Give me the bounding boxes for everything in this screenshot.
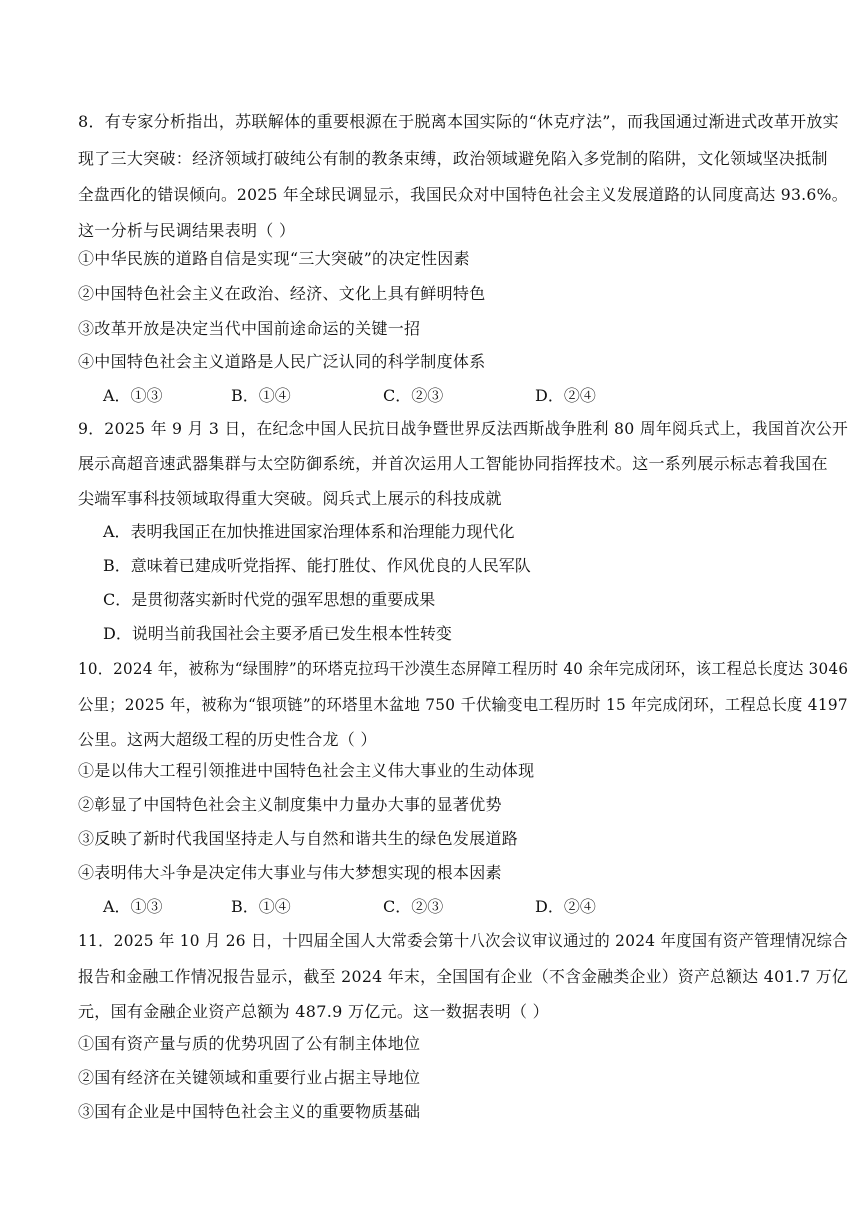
q8-choice-b: B．①④ [231,386,291,405]
q9-choice-b: B．意味着已建成听党指挥、能打胜仗、作风优良的人民军队 [103,556,531,575]
q9-choice-c: C．是贯彻落实新时代党的强军思想的重要成果 [103,590,436,609]
q9-choice-a: A．表明我国正在加快推进国家治理体系和治理能力现代化 [103,522,515,541]
q11-stem-line: 报告和金融工作情况报告显示，截至 2024 年末，全国国有企业（不含金融类企业）资产总额达 401.7 万亿 [78,967,849,986]
q10-stem-line: 10．2024 年，被称为“绿围脖”的环塔克拉玛干沙漠生态屏障工程历时 40 余年完成闭环，该工程总长度达 3046 [78,659,849,678]
q8-stem-line: 8．有专家分析指出，苏联解体的重要根源在于脱离本国实际的“休克疗法”，而我国通过渐进式改革开放实 [78,112,839,131]
q10-item: ③反映了新时代我国坚持走人与自然和谐共生的绿色发展道路 [78,829,519,848]
q11-item: ②国有经济在关键领域和重要行业占据主导地位 [78,1068,421,1087]
q9-stem-line: 尖端军事科技领域取得重大突破。阅兵式上展示的科技成就 [78,489,502,508]
q8-stem-line: 这一分析与民调结果表明（ ） [78,221,296,240]
q10-item: ①是以伟大工程引领推进中国特色社会主义伟大事业的生动体现 [78,761,535,780]
q11-item: ③国有企业是中国特色社会主义的重要物质基础 [78,1102,421,1121]
q10-choice-a: A．①③ [103,897,163,916]
q8-stem-line: 全盘西化的错误倾向。2025 年全球民调显示，我国民众对中国特色社会主义发展道路的认同度高达 93.6%。 [78,185,848,204]
q10-stem-line: 公里。这两大超级工程的历史性合龙（ ） [78,730,377,749]
q10-choice-d: D．②④ [535,897,596,916]
q9-stem-line: 9．2025 年 9 月 3 日，在纪念中国人民抗日战争暨世界反法西斯战争胜利 80 周年阅兵式上，我国首次公开 [78,419,848,438]
q9-choice-d: D．说明当前我国社会主要矛盾已发生根本性转变 [103,624,452,643]
q11-stem-line: 11．2025 年 10 月 26 日，十四届全国人大常委会第十八次会议审议通过的 2024 年度国有资产管理情况综合 [78,931,848,950]
q10-choice-c: C．②③ [383,897,444,916]
q8-choice-d: D．②④ [535,386,596,405]
q8-item: ②中国特色社会主义在政治、经济、文化上具有鲜明特色 [78,284,486,303]
q8-choice-a: A．①③ [103,386,163,405]
q10-item: ②彰显了中国特色社会主义制度集中力量办大事的显著优势 [78,795,502,814]
q8-item: ③改革开放是决定当代中国前途命运的关键一招 [78,319,421,338]
q11-stem-line: 元，国有金融企业资产总额为 487.9 万亿元。这一数据表明（ ） [78,1002,549,1021]
q9-stem-line: 展示高超音速武器集群与太空防御系统，并首次运用人工智能协同指挥技术。这一系列展示标志着我国在 [78,454,828,473]
q10-item: ④表明伟大斗争是决定伟大事业与伟大梦想实现的根本因素 [78,863,502,882]
q10-stem-line: 公里；2025 年，被称为“银项链”的环塔里木盆地 750 千伏输变电工程历时 15 年完成闭环，工程总长度 4197 [78,695,848,714]
q8-item: ①中华民族的道路自信是实现“三大突破”的决定性因素 [78,249,470,268]
q11-item: ①国有资产量与质的优势巩固了公有制主体地位 [78,1034,421,1053]
q8-item: ④中国特色社会主义道路是人民广泛认同的科学制度体系 [78,352,486,371]
q8-choice-c: C．②③ [383,386,444,405]
q10-choice-b: B．①④ [231,897,291,916]
q8-stem-line: 现了三大突破：经济领域打破纯公有制的教条束缚，政治领域避免陷入多党制的陷阱，文化领域坚决抵制 [78,149,828,168]
